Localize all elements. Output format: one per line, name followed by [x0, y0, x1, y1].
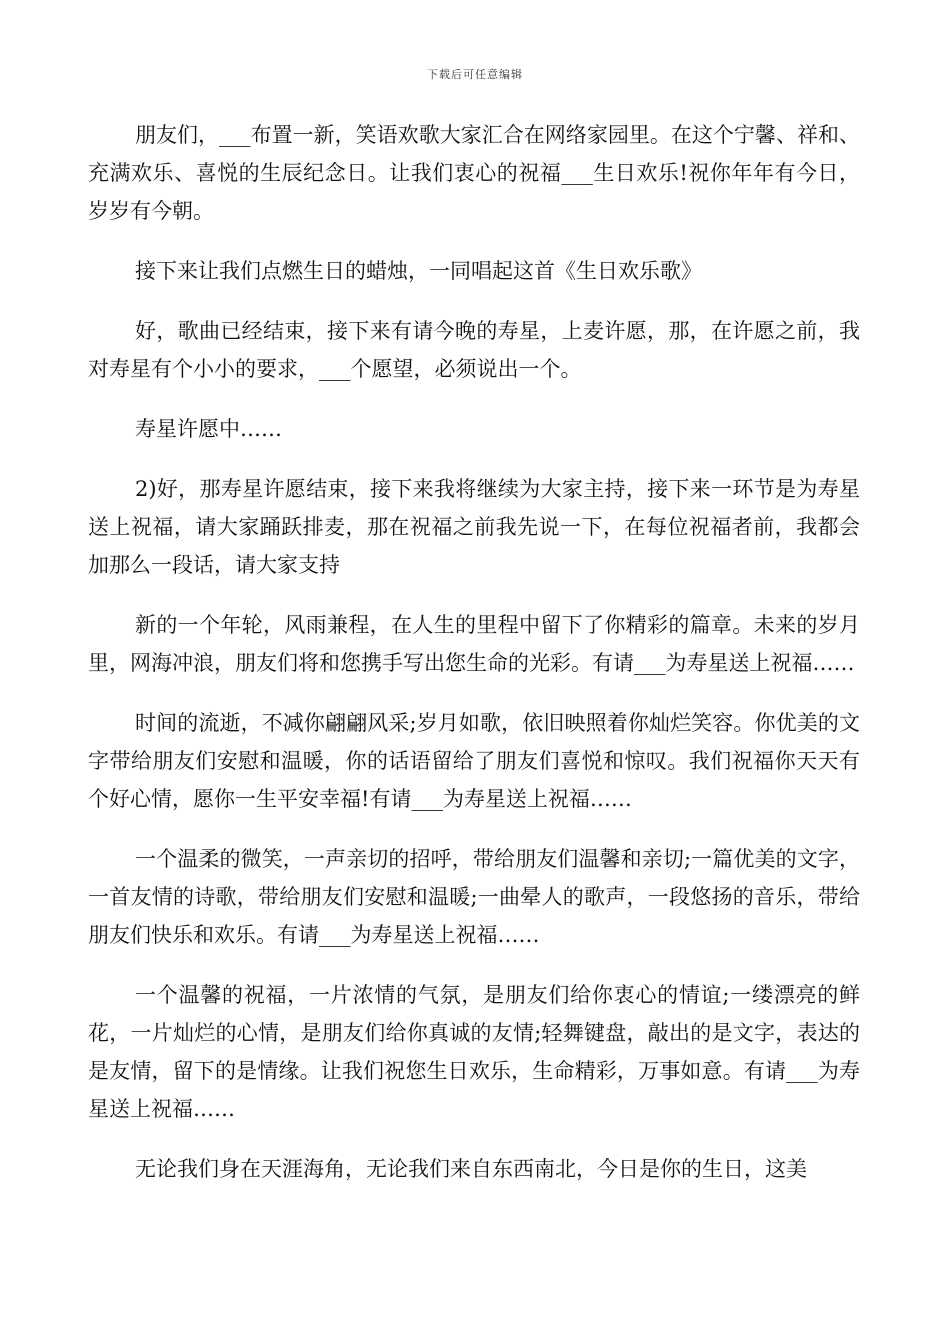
paragraph: 2)好，那寿星许愿结束，接下来我将继续为大家主持，接下来一环节是为寿星送上祝福，请大家踊跃排麦，那在祝福之前我先说一下，在每位祝福者前，我都会加那么一段话，请大家支持	[88, 477, 860, 577]
paragraph: 时间的流逝，不减你翩翩风采;岁月如歌，依旧映照着你灿烂笑容。你优美的文字带给朋友们安慰和温暖，你的话语留给了朋友们喜悦和惊叹。我们祝福你天天有个好心情，愿你一生平安幸福!有请___为寿星送上祝福……	[88, 711, 860, 811]
paragraph: 一个温馨的祝福，一片浓情的气氛，是朋友们给你衷心的情谊;一缕漂亮的鲜花，一片灿烂的心情，是朋友们给你真诚的友情;轻舞键盘，敲出的是文字，表达的是友情，留下的是情缘。让我们祝您生日欢乐，生命精彩，万事如意。有请___为寿星送上祝福……	[88, 983, 860, 1121]
paragraph: 寿星许愿中……	[135, 417, 282, 441]
paragraph: 好，歌曲已经结束，接下来有请今晚的寿星，上麦许愿，那，在许愿之前，我对寿星有个小小的要求，___个愿望，必须说出一个。	[88, 319, 860, 381]
header-note: 下载后可任意编辑	[427, 68, 523, 81]
paragraph: 朋友们，___布置一新，笑语欢歌大家汇合在网络家园里。在这个宁馨、祥和、充满欢乐、喜悦的生辰纪念日。让我们衷心的祝福___生日欢乐!祝你年年有今日，岁岁有今朝。	[88, 123, 860, 223]
paragraph: 一个温柔的微笑，一声亲切的招呼，带给朋友们温馨和亲切;一篇优美的文字，一首友情的诗歌，带给朋友们安慰和温暖;一曲晕人的歌声，一段悠扬的音乐，带给朋友们快乐和欢乐。有请___为寿星送上祝福……	[88, 847, 860, 947]
paragraph: 接下来让我们点燃生日的蜡烛，一同唱起这首《生日欢乐歌》	[135, 259, 702, 283]
paragraph: 无论我们身在天涯海角，无论我们来自东西南北，今日是你的生日，这美	[135, 1157, 807, 1181]
document-body	[88, 116, 860, 1210]
paragraph: 新的一个年轮，风雨兼程，在人生的里程中留下了你精彩的篇章。未来的岁月里，网海冲浪，朋友们将和您携手写出您生命的光彩。有请___为寿星送上祝福……	[88, 613, 860, 675]
